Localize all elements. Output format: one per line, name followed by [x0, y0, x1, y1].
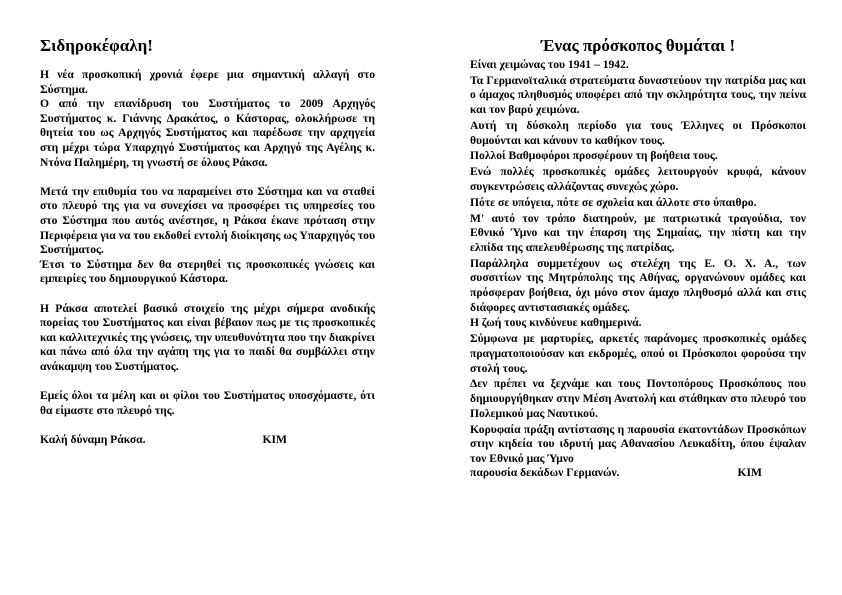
right-paragraph-9: Η ζωή τους κινδύνευε καθημερινά. [470, 316, 642, 330]
right-paragraph-12: Κορυφαία πράξη αντίστασης η παρουσία εκατοντάδων Προσκόπων στην κηδεία του ιδρυτή μας Αθανασίου Λευκαδίτη, όπου έψαλαν τον Εθνικό μας Ύμνο [470, 422, 806, 465]
right-paragraph-4: Πολλοί Βαθμοφόροι προσφέρουν τη βοήθεια τους. [470, 149, 718, 163]
right-paragraph-10: Σύμφωνα με μαρτυρίες, αρκετές παράνομες προσκοπικές ομάδες πραγματοποιούσαν και εκδρομές, οπού οι Πρόσκοποι φορούσα την στολή τους. [470, 332, 806, 375]
right-paragraph-3: Αυτή τη δύσκολη περίοδο για τους Έλληνες οι Πρόσκοποι θυμούνται και κάνουν το καθήκον τους. [470, 118, 806, 147]
left-paragraph-1: Η νέα προσκοπική χρονιά έφερε μια σημαντική αλλαγή στο Σύστημα. [40, 68, 375, 96]
right-paragraph-11: Δεν πρέπει να ξεχνάμε και τους Ποντοπόρους Προσκόπους που δημιουργήθηκαν στην Μέση Ανατολή και στάθηκαν στο πλευρό του Πολεμικού μας Ναυτικού. [470, 377, 806, 420]
right-paragraph-7: Μ' αυτό τον τρόπο διατηρούν, με πατριωτικά τραγούδια, τον Εθνικό Ύμνο και την έπαρση της Σημαίας, την πίστη και την ελπίδα της απελευθέρωσης της πατρίδας. [470, 211, 806, 254]
left-paragraph-4: Έτσι το Σύστημα δεν θα στερηθεί τις προσκοπικές γνώσεις και εμπειρίες του δημιουργικού Κάστορα. [40, 257, 375, 286]
right-paragraph-2: Τα Γερμανοϊταλικά στρατεύματα δυναστεύουν την πατρίδα μας και ο άμαχος πληθυσμός υποφέρει από την σκληρότητα τους, την πείνα και τον βαρύ χειμώνα. [470, 73, 806, 117]
left-signoff [40, 433, 375, 448]
left-paragraph-3: Μετά την επιθυμία του να παραμείνει στο Σύστημα και να σταθεί στο πλευρό της για να συνεχίσει να προσφέρει τις υπηρεσίες του στο Σύστημα που αυτός ανέστησε, η Ράκσα έκανε πρόταση στην Περιφέρεια για να του εκδοθεί εντολή διοίκησης ως Υπαρχηγός του Συστήματος. [40, 184, 375, 257]
left-closing: Καλή δύναμη Ράκσα. [40, 432, 146, 446]
left-article-title: Σιδηροκέφαλη! [40, 36, 153, 55]
right-paragraph-1: Είναι χειμώνας του 1941 – 1942. [470, 58, 629, 71]
right-signature: ΚΙΜ [737, 466, 762, 480]
right-final-line: παρουσία δεκάδων Γερμανών. [470, 466, 620, 480]
right-article [470, 36, 806, 481]
left-signature: ΚΙΜ [262, 432, 287, 446]
left-article [40, 36, 375, 447]
right-paragraph-6: Πότε σε υπόγεια, πότε σε σχολεία και άλλοτε στο ύπαιθρο. [470, 195, 757, 209]
right-paragraph-5: Ενώ πολλές προσκοπικές ομάδες λειτουργούν κρυφά, κάνουν συγκεντρώσεις αλλάζοντας συνεχώς χώρο. [470, 165, 806, 193]
left-paragraph-2: Ο από την επανίδρυση του Συστήματος το 2009 Αρχηγός Συστήματος κ. Γιάννης Δρακάτος, ο Κάστορας, ολοκλήρωσε τη θητεία του ως Αρχηγός Συστήματος και παρέδωσε την αρχηγεία στη μέχρι τώρα Υπαρχηγό Συστήματος και Αρχηγό της Αγέλης κ. Ντόνα Παλημέρη, τη γνωστή σε όλους Ράκσα. [40, 97, 375, 169]
right-paragraph-8: Παράλληλα συμμετέχουν ως στελέχη της Ε. Ο. Χ. Α., των συσσιτίων της Μητρόπολης της Αθήνας, οργανώνουν ομάδες και πρόσφεραν βοήθεια, όχι μόνο στον άμαχο πληθυσμό αλλά και στις διάφορες αντιστασιακές ομάδες. [470, 256, 806, 314]
left-paragraph-6: Εμείς όλοι τα μέλη και οι φίλοι του Συστήματος υποσχόμαστε, ότι θα είμαστε στο πλευρό της. [40, 389, 375, 417]
right-article-title: Ένας πρόσκοπος θυμάται ! [540, 36, 736, 55]
left-paragraph-5: Η Ράκσα αποτελεί βασικό στοιχείο της μέχρι σήμερα ανοδικής πορείας του Συστήματος και είναι βέβαιον πως με τις προσκοπικές και καλλιτεχνικές της γνώσεις, την υπευθυνότητα που την διακρίνει και πάνω από όλα την αγάπη της για το παιδί θα συμβάλλει στην ανάκαμψη του Συστήματος. [40, 301, 375, 373]
right-signoff [470, 466, 806, 481]
